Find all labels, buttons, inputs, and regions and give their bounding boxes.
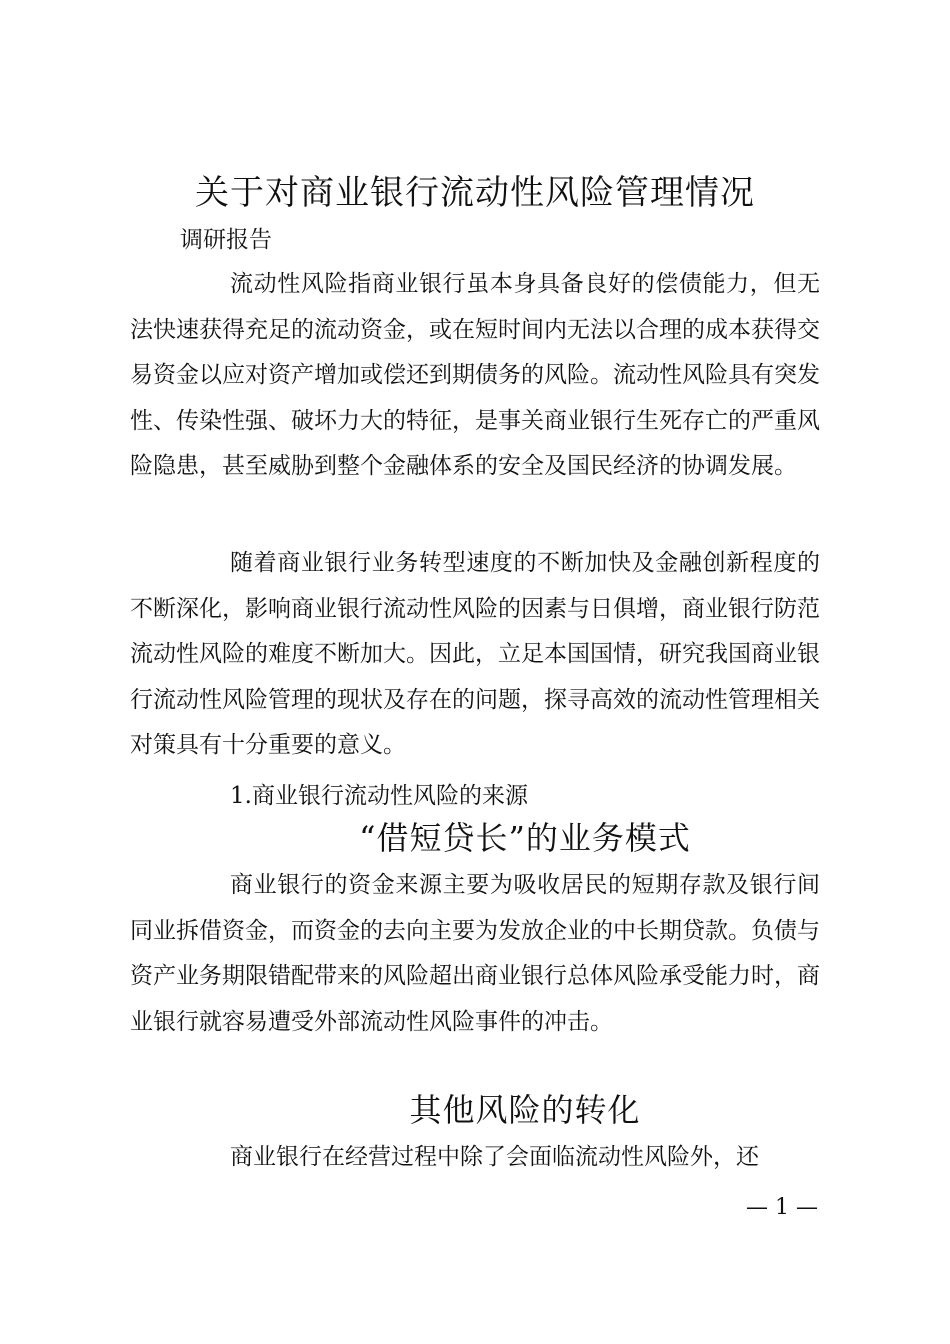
document-subtitle: 调研报告 [180,227,272,253]
body-paragraph: 随着商业银行业务转型速度的不断加快及金融创新程度的不断深化，影响商业银行流动性风险的因素与日俱增，商业银行防范流动性风险的难度不断加大。因此，立足本国国情，研究我国商业银行流动性风险管理的现状及存在的问题，探寻高效的流动性管理相关对策具有十分重要的意义。 [130,550,820,758]
body-paragraph: 商业银行在经营过程中除了会面临流动性风险外，还 [230,1144,759,1170]
body-paragraph: 流动性风险指商业银行虽本身具备良好的偿债能力，但无法快速获得充足的流动资金，或在短时间内无法以合理的成本获得交易资金以应对资产增加或偿还到期债务的风险。流动性风险具有突发性、传染性强、破坏力大的特征，是事关商业银行生死存亡的严重风险隐患，甚至威胁到整个金融体系的安全及国民经济的协调发展。 [130,271,820,479]
section-heading: “借短贷长”的业务模式 [359,819,691,857]
section-heading: 其他风险的转化 [409,1091,641,1129]
body-paragraph: 商业银行的资金来源主要为吸收居民的短期存款及银行间同业拆借资金，而资金的去向主要为发放企业的中长期贷款。负债与资产业务期限错配带来的风险超出商业银行总体风险承受能力时，商业银行就容易遭受外部流动性风险事件的冲击。 [130,872,820,1035]
section-label: 1.商业银行流动性风险的来源 [230,783,528,809]
page-number: — 1 — [746,1195,818,1220]
document-title: 关于对商业银行流动性风险管理情况 [195,173,755,213]
